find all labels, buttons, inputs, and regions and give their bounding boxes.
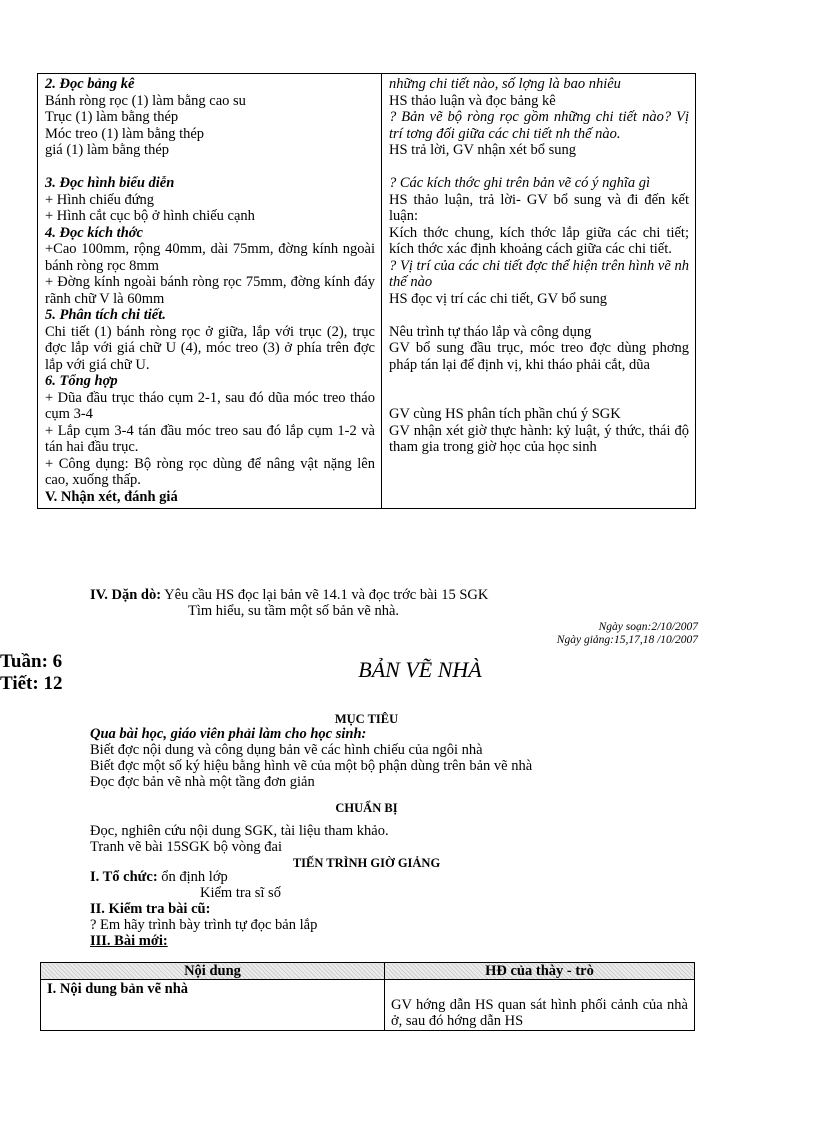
organization-line-1: ổn định lớp	[161, 869, 228, 885]
right-line: Kích thớc chung, kích thớc lắp giữa các chi tiết; kích thớc xác định khoảng cách giữa các chi tiết.	[389, 224, 689, 257]
prepared-date: Ngày soạn:2/10/2007	[598, 621, 698, 633]
left-line: + Đờng kính ngoài bánh ròng rọc 75mm, đờng kính đáy rãnh chữ V là 60mm	[45, 274, 375, 307]
objectives-heading: MỤC TIÊU	[334, 712, 399, 726]
homework-section	[90, 587, 488, 619]
activity-column	[382, 74, 696, 509]
left-line: Trục (1) làm bằng thép	[45, 109, 179, 125]
right-line	[389, 373, 689, 390]
process-heading: TIẾN TRÌNH GIỜ GIẢNG	[292, 856, 441, 870]
objectives-intro: Qua bài học, giáo viên phải làm cho học sinh:	[90, 726, 367, 742]
right-line: Nêu trình tự tháo lắp và công dụng	[389, 323, 592, 340]
check-question: ? Em hãy trình bày trình tự đọc bản lắp	[90, 917, 318, 933]
right-line	[389, 307, 689, 324]
left-line: + Dũa đầu trục tháo cụm 2-1, sau đó dũa móc treo tháo cụm 3-4	[45, 389, 375, 422]
dates-block	[557, 621, 698, 647]
left-line: Móc treo (1) làm bằng thép	[45, 125, 205, 142]
row-activities: GV hớng dẫn HS quan sát hình phối cảnh của nhà ở, sau đó hớng dẫn HS	[385, 980, 695, 1031]
left-line: + Hình chiếu đứng	[45, 191, 155, 208]
header-content: Nội dung	[41, 963, 385, 980]
lesson-table-continued	[37, 73, 696, 509]
preparation-block	[90, 823, 389, 855]
check-label: II. Kiểm tra bài cũ:	[90, 901, 211, 917]
header-activities: HĐ của thày - trò	[385, 963, 695, 980]
preparation-item: Tranh vẽ bài 15SGK bộ vòng đai	[90, 839, 282, 855]
homework-line-2: Tìm hiểu, su tầm một số bản vẽ nhà.	[188, 603, 400, 619]
right-line: HS thảo luận và đọc bảng kê	[389, 92, 556, 109]
content-column	[38, 74, 382, 509]
homework-line-1: Yêu cầu HS đọc lại bản vẽ 14.1 và đọc trớc bài 15 SGK	[164, 587, 489, 603]
left-line: 6. Tổng hợp	[45, 373, 118, 389]
lesson-table	[40, 962, 695, 1031]
organization-label: I. Tổ chức:	[90, 869, 158, 885]
new-lesson-label: III. Bài mới:	[90, 933, 168, 949]
period-label: Tiết: 12	[0, 673, 63, 694]
right-line	[389, 390, 689, 407]
left-line: 3. Đọc hình biểu diễn	[45, 175, 175, 191]
right-line: ? Các kích thớc ghi trên bản vẽ có ý nghĩa gì	[389, 175, 651, 191]
left-line: + Hình cắt cục bộ ở hình chiếu cạnh	[45, 208, 255, 224]
right-line: ? Bản vẽ bộ ròng rọc gồm những chi tiết nào? Vị trí tơng đối giữa các chi tiết nh thế nào.	[389, 109, 689, 142]
organization-line-2: Kiểm tra sĩ số	[200, 885, 281, 901]
left-line: 5. Phân tích chi tiết.	[45, 307, 166, 323]
left-line	[45, 159, 375, 176]
objective-item: Biết đợc một số ký hiệu bằng hình vẽ của một bộ phận dùng trên bản vẽ nhà	[90, 758, 533, 774]
right-line: GV cùng HS phân tích phần chú ý SGK	[389, 406, 621, 422]
left-line: +Cao 100mm, rộng 40mm, dài 75mm, đờng kính ngoài bánh ròng rọc 8mm	[45, 241, 375, 274]
row-content: I. Nội dung bản vẽ nhà	[41, 980, 385, 1031]
left-line: Chi tiết (1) bánh ròng rọc ở giữa, lắp với trục (2), trục đợc lắp với giá chữ U (4), móc treo (3) ở phía trên đợc lắp với giá chữ U.	[45, 323, 375, 373]
week-label: Tuần: 6	[0, 651, 63, 672]
left-line: + Lắp cụm 3-4 tán đầu móc treo sau đó lắp cụm 1-2 và tán hai đầu trục.	[45, 422, 375, 455]
homework-label: IV. Dặn dò:	[90, 587, 162, 603]
right-line: HS thảo luận, trả lời- GV bổ sung và đi đến kết luận:	[389, 191, 689, 224]
objective-item: Biết đợc nội dung và công dụng bản vẽ các hình chiếu của ngôi nhà	[90, 742, 483, 758]
left-line: V. Nhận xét, đánh giá	[45, 488, 178, 505]
lesson-title: BẢN VẼ NHÀ	[358, 657, 482, 682]
preparation-heading: CHUẨN BỊ	[335, 801, 398, 815]
left-line: 4. Đọc kích thớc	[45, 224, 143, 241]
preparation-item: Đọc, nghiên cứu nội dung SGK, tài liệu tham khảo.	[90, 823, 389, 839]
right-line: GV bổ sung đầu trục, móc treo đợc dùng phơng pháp tán lại để định vị, khi tháo phải cắt, dũa	[389, 340, 689, 373]
taught-date: Ngày giảng:15,17,18 /10/2007	[556, 634, 698, 646]
week-period	[0, 651, 62, 695]
left-line: giá (1) làm bằng thép	[45, 142, 170, 158]
right-line: GV nhận xét giờ thực hành: kỷ luật, ý thức, thái độ tham gia trong giờ học của học sinh	[389, 422, 689, 455]
right-line: ? Vị trí của các chi tiết đợc thể hiện trên hình vẽ nh thế nào	[389, 257, 689, 290]
left-line: 2. Đọc bảng kê	[45, 76, 135, 92]
right-line: HS đọc vị trí các chi tiết, GV bổ sung	[389, 290, 608, 307]
left-line: Bánh ròng rọc (1) làm bằng cao su	[45, 92, 246, 109]
process-block	[90, 869, 317, 949]
objective-item: Đọc đợc bản vẽ nhà một tầng đơn giản	[90, 774, 315, 790]
right-line	[389, 159, 689, 176]
right-line: HS trả lời, GV nhận xét bổ sung	[389, 142, 577, 158]
left-line: + Công dụng: Bộ ròng rọc dùng để nâng vật nặng lên cao, xuống thấp.	[45, 455, 375, 488]
right-line: những chi tiết nào, số lợng là bao nhiêu	[389, 76, 621, 92]
objectives-block	[90, 726, 532, 790]
